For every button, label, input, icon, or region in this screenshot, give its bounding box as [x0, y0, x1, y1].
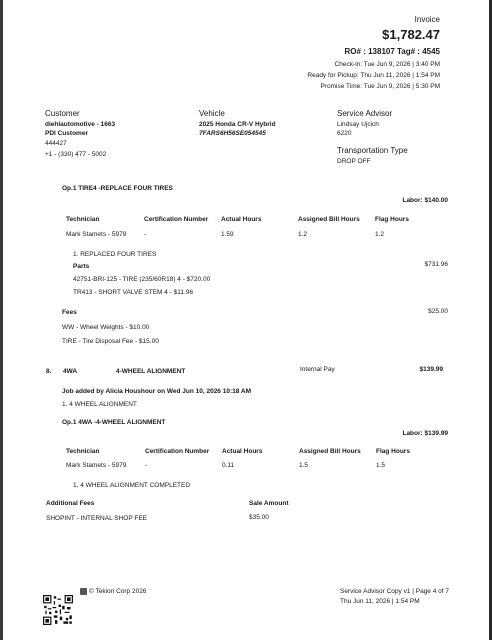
advisor-id: 6220	[337, 130, 352, 137]
op1-col-assigned-hours: Assigned Bill Hours	[298, 216, 360, 223]
op1-fees-total: $25.00	[428, 308, 448, 315]
op1-fee-item: TIRE - Tire Disposal Fee - $15.00	[62, 338, 159, 345]
job8-pay-type: Internal Pay	[300, 366, 335, 373]
invoice-title: Invoice	[414, 15, 440, 24]
job8-col-flag-hours: Flag Hours	[376, 448, 410, 455]
job8-technician: Mark Stamets - 5979	[66, 462, 127, 469]
footer-printed-time: Thu Jun 11, 2026 | 1:54 PM	[340, 598, 420, 605]
additional-fee-item: SHOPINT - INTERNAL SHOP FEE	[46, 515, 148, 522]
scan-edge-left	[0, 0, 3, 640]
op1-part-item: 42751-BRI-125 - TIRE (235/60R18) 4 - $720.00	[73, 276, 211, 283]
job8-note: 1. 4 WHEEL ALIGNMENT COMPLETED	[73, 482, 191, 489]
job8-col-certification: Certification Number	[145, 448, 210, 455]
op1-assigned-hours: 1.2	[298, 231, 308, 238]
vehicle-vin: 7FARS6H56SE054545	[199, 130, 266, 137]
job8-col-technician: Technician	[66, 448, 100, 455]
job8-col-actual-hours: Actual Hours	[222, 448, 263, 455]
job8-code: 4WA	[63, 368, 78, 375]
promise-time: Promise Time: Tue Jun 9, 2026 | 5:30 PM	[320, 83, 440, 90]
transport-value: DROP OFF	[337, 158, 371, 165]
customer-phone: +1 - (330) 477 - 5002	[45, 151, 107, 158]
op1-part-item: TR413 - SHORT VALVE STEM 4 - $11.96	[73, 289, 194, 296]
op1-col-flag-hours: Flag Hours	[375, 216, 409, 223]
op1-fees-heading: Fees	[62, 309, 77, 316]
job8-number: 8.	[46, 368, 52, 375]
op1-parts-total: $731.96	[424, 261, 448, 268]
footer-brand: © Tekion Corp 2026	[89, 588, 147, 595]
op1-parts-heading: Parts	[73, 263, 90, 270]
job8-certification: -	[145, 462, 148, 469]
vehicle-model: 2025 Honda CR-V Hybrid	[199, 121, 276, 128]
sale-amount-heading: Sale Amount	[249, 500, 289, 507]
job8-actual-hours: 0.11	[222, 462, 235, 469]
op1-title: Op.1 TIRE4 -REPLACE FOUR TIRES	[62, 185, 173, 192]
tekion-logo-icon	[80, 588, 87, 595]
customer-heading: Customer	[45, 109, 80, 118]
customer-name: PDI Customer	[45, 130, 88, 137]
ready-time: Ready for Pickup: Thu Jun 11, 2026 | 1:54 PM	[307, 72, 440, 79]
job8-labor: Labor: $139.99	[402, 430, 448, 437]
job8-name: 4-WHEEL ALIGNMENT	[116, 368, 186, 375]
additional-fees-heading: Additional Fees	[46, 500, 95, 507]
op1-col-technician: Technician	[66, 216, 100, 223]
qr-code-icon	[43, 595, 73, 625]
job8-flag-hours: 1.5	[376, 462, 386, 469]
advisor-name: Lindsay Ujcich	[337, 121, 379, 128]
op1-fee-item: WW - Wheel Weights - $10.00	[62, 324, 150, 331]
op1-certification: -	[144, 231, 147, 238]
job8-col-assigned-hours: Assigned Bill Hours	[299, 448, 361, 455]
op1-flag-hours: 1.2	[375, 231, 385, 238]
job8-description: 1. 4 WHEEL ALIGNMENT	[62, 401, 137, 408]
customer-number: 444427	[45, 140, 67, 147]
additional-fee-amount: $35.00	[249, 514, 269, 521]
op1-technician: Mark Stamets - 5979	[66, 231, 127, 238]
customer-account: diehlautomotive - 1663	[45, 121, 116, 128]
vehicle-heading: Vehicle	[199, 109, 225, 118]
footer-copy-info: Service Advisor Copy v1 | Page 4 of 7	[340, 588, 449, 595]
op1-col-actual-hours: Actual Hours	[221, 216, 262, 223]
op1-labor: Labor: $140.00	[402, 197, 448, 204]
transport-heading: Transportation Type	[337, 146, 408, 155]
ro-tag-line: RO# : 138107 Tag# : 4545	[344, 47, 440, 56]
advisor-heading: Service Advisor	[337, 109, 393, 118]
job8-amount: $139.99	[419, 366, 443, 373]
checkin-time: Check-in: Tue Jun 9, 2026 | 3:40 PM	[334, 61, 440, 68]
op1-actual-hours: 1.59	[221, 231, 234, 238]
job8-added-by: Job added by Alicia Houshour on Wed Jun 10, 2026 10:18 AM	[62, 388, 252, 395]
op1-col-certification: Certification Number	[144, 216, 209, 223]
job8-assigned-hours: 1.5	[299, 462, 309, 469]
job8-op-title: Op.1 4WA -4-WHEEL ALIGNMENT	[62, 419, 166, 426]
invoice-total: $1,782.47	[382, 27, 440, 42]
op1-note: 1. REPLACED FOUR TIRES	[73, 251, 157, 258]
